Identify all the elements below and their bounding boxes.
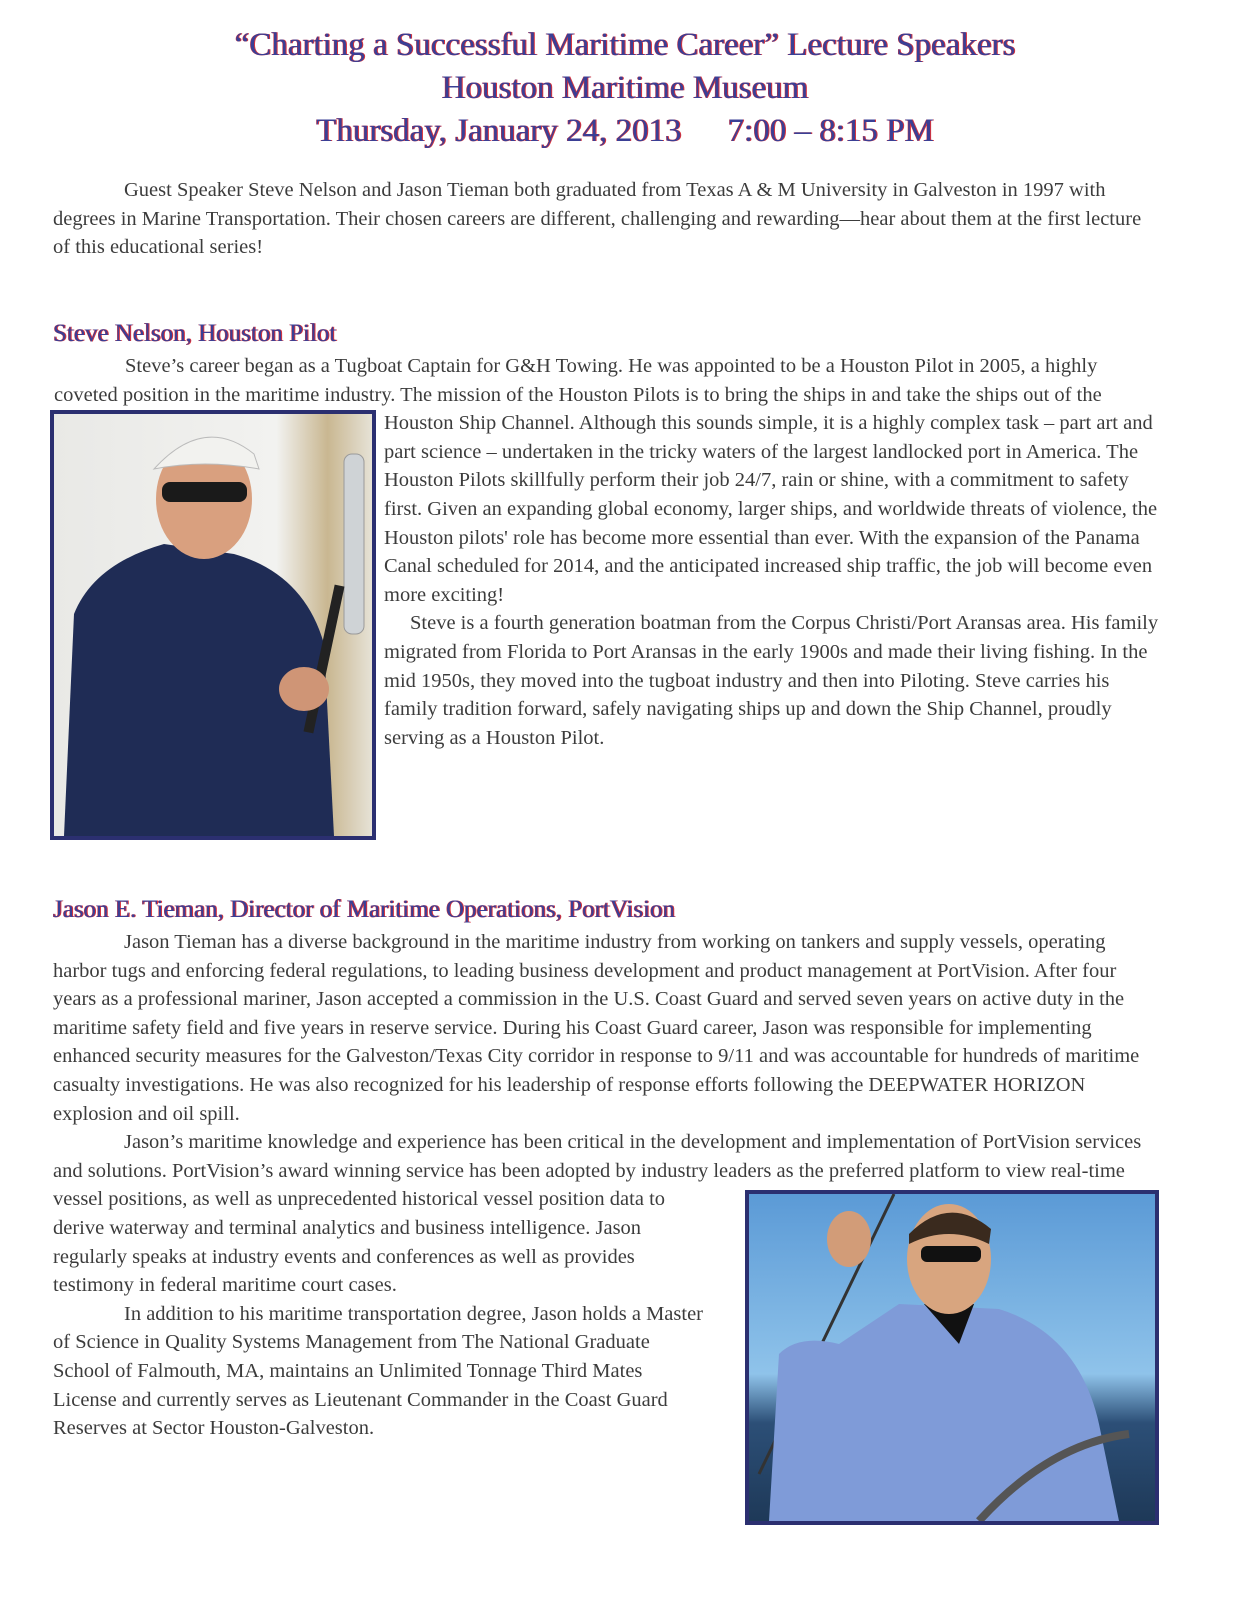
steve-paragraph: Steve is a fourth generation boatman from the Corpus Christi/Port Aransas area. His family migrated from Florida to Port Aransas in the early 1900s and made their living fishing. In the mid 1950s, they moved into the tugboat industry and then into Piloting. Steve carries his family tradition forward, safely navigating ships up and down the Ship Channel, proudly serving as a Houston Pilot. — [384, 612, 1159, 749]
event-date: Thursday, January 24, 2013 — [316, 113, 682, 149]
steve-portrait-illustration — [54, 414, 372, 836]
jason-heading: Jason E. Tieman, Director of Maritime Operations, PortVision — [53, 896, 676, 923]
intro-paragraph — [53, 176, 1159, 262]
subtitle-venue: Houston Maritime Museum — [441, 70, 809, 106]
jason-paragraph: Jason Tieman has a diverse background in the maritime industry from working on tankers and supply vessels, operating harbor tugs and enforcing federal regulations, to leading business development and product management at PortVision. After four years as a professional mariner, Jason accepted a commission in the U.S. Coast Guard and served seven years on active duty in the maritime safety field and five years in reserve service. During his Coast Guard career, Jason was responsible for implementing enhanced security measures for the Galveston/Texas City corridor in response to 9/11 and was accountable for hundreds of maritime casualty investigations. He was also recognized for his leadership of response efforts following the DEEPWATER HORIZON explosion and oil spill. — [53, 931, 1140, 1125]
jason-bio — [53, 928, 1159, 1525]
steve-nelson-photo — [50, 410, 376, 840]
steve-bio — [53, 352, 1159, 840]
event-time: 7:00 – 8:15 PM — [727, 113, 934, 149]
jason-tieman-photo — [745, 1190, 1159, 1525]
intro-text: Guest Speaker Steve Nelson and Jason Tieman both graduated from Texas A & M University in Galveston in 1997 with degrees in Marine Transportation. Their chosen careers are different, challenging and rewarding—hear about them at the first lecture of this educational series! — [53, 179, 1142, 259]
steve-heading: Steve Nelson, Houston Pilot — [53, 320, 337, 347]
title-line: “Charting a Successful Maritime Career” Lecture Speakers — [234, 27, 1016, 63]
document-title — [0, 24, 1250, 153]
jason-paragraph: Jason’s maritime knowledge and experience has been critical in the development and implementation of PortVision services and solutions. PortVision’s award winning service has been adopted by industry leaders as the preferred platform to view real-time vessel positions, as well as unprecedented historical vessel position data to derive waterway and terminal analytics and business intelligence. Jason regularly speaks at industry events and conferences as well as provides testimony in federal maritime court cases. — [53, 1131, 1142, 1297]
jason-paragraph: In addition to his maritime transportation degree, Jason holds a Master of Science in Quality Systems Management from The National Graduate School of Falmouth, MA, maintains an Unlimited Tonnage Third Mates License and currently serves as Lieutenant Commander in the Coast Guard Reserves at Sector Houston-Galveston. — [53, 1302, 703, 1440]
steve-paragraph: Steve’s career began as a Tugboat Captain for G&H Towing. He was appointed to be a Houston Pilot in 2005, a highly coveted position in the maritime industry. The mission of the Houston Pilots is to bring the ships in and take the ships out of the Houston Ship Channel. Although this sounds simple, it is a highly complex task – part art and part science – undertaken in the tricky waters of the largest landlocked port in America. The Houston Pilots skillfully perform their job 24/7, rain or shine, with a commitment to safety first. Given an expanding global economy, larger ships, and worldwide threats of violence, the Houston pilots' role has become more essential than ever. With the expansion of the Panama Canal scheduled for 2014, and the anticipated increased ship traffic, the job will become even more exciting! — [54, 355, 1158, 606]
event-datetime — [0, 110, 1250, 153]
jason-portrait-illustration — [749, 1194, 1155, 1521]
